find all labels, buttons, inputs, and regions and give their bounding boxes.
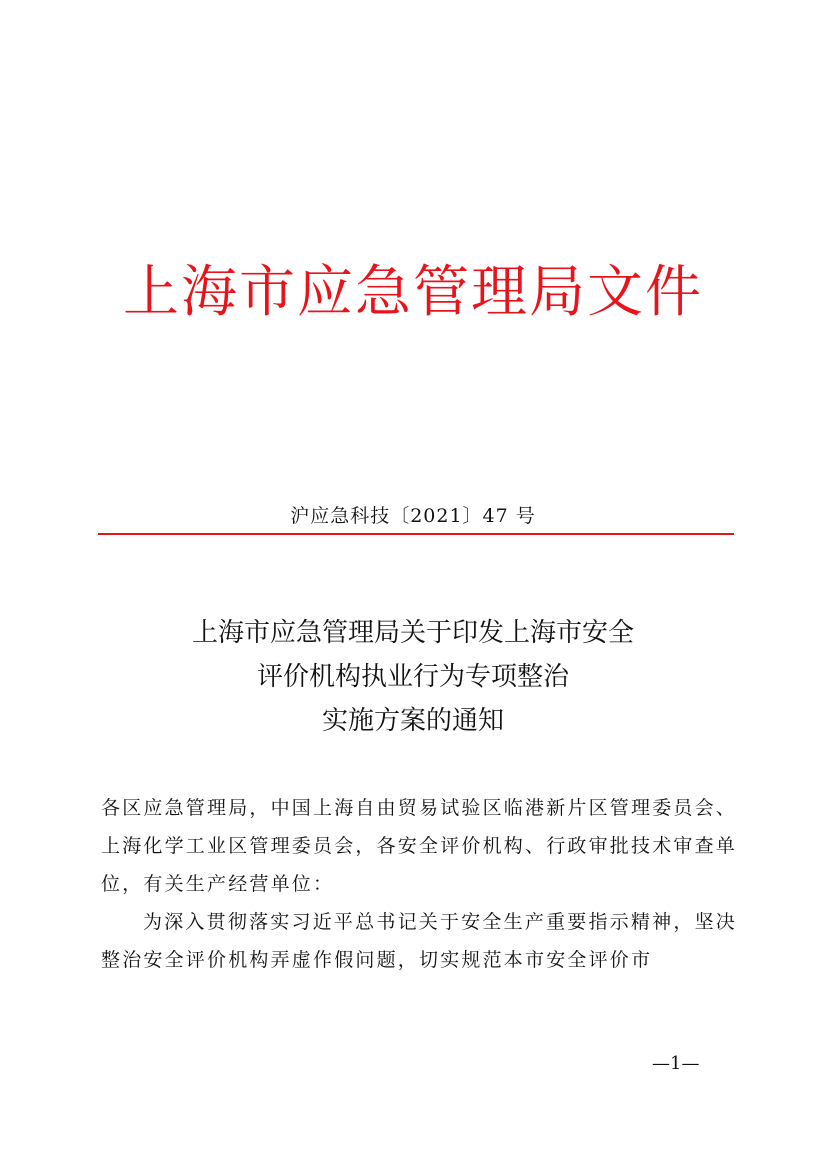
red-separator-line (98, 533, 734, 535)
page-number: —1— (652, 1053, 700, 1074)
title-line: 实施方案的通知 (321, 706, 504, 736)
body-paragraph: 为深入贯彻落实习近平总书记关于安全生产重要指示精神，坚决整治安全评价机构弄虚作假问题，切实规范本市安全评价市 (101, 911, 737, 971)
salutation-paragraph: 各区应急管理局，中国上海自由贸易试验区临港新片区管理委员会、上海化学工业区管理委员会，各安全评价机构、行政审批技术审查单位，有关生产经营单位： (101, 797, 738, 895)
document-number: 沪应急科技〔2021〕47 号 (290, 505, 536, 527)
title-line: 上海市应急管理局关于印发上海市安全 (191, 618, 634, 648)
title-line: 评价机构执业行为专项整治 (256, 662, 569, 692)
document-title (0, 611, 826, 743)
masthead-title: 上海市应急管理局文件 (123, 260, 703, 325)
document-body (101, 789, 737, 979)
